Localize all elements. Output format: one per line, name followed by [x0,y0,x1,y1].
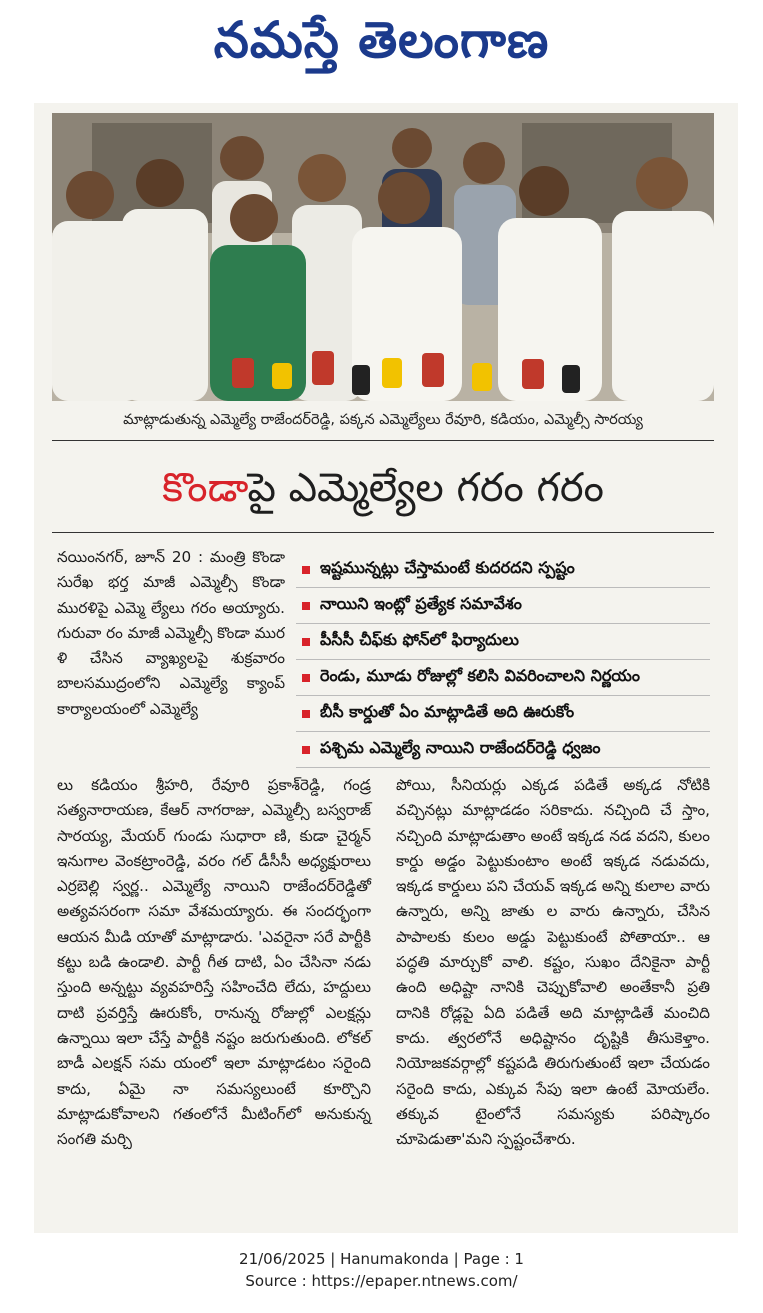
highlight-bullets [296,552,710,768]
bullet-item [296,588,710,624]
photo-caption: మాట్లాడుతున్న ఎమ్మెల్యే రాజేందర్‌రెడ్డి, పక్కన ఎమ్మెల్యేలు రేవూరి, కడియం, ఎమ్మెల్సీ సారయ్య [123,412,643,428]
bullet-square-icon [302,602,310,610]
bullet-square-icon [302,710,310,718]
headline-rest: పై ఎమ్మెల్యేల గరం గరం [247,465,604,511]
footer-dateline: 21/06/2025 | Hanumakonda | Page : 1 [239,1250,524,1268]
article-left-text: లు కడియం శ్రీహరి, రేవూరి ప్రకాశ్‌రెడ్డి, గండ్ర సత్యనారాయణ, కేఆర్ నాగరాజు, ఎమ్మెల్సీ బస్వరాజ్ సారయ్య, మేయర్ గుండు సుధారా ణి, కుడా చైర్మన్ ఇనుగాల వెంకట్రాంరెడ్డి, వరం గల్ డీసీసీ అధ్యక్షురాలు ఎర్రబెల్లి స్వర్ణ.. ఎమ్మెల్యే నాయిని రాజేందర్‌రెడ్డితో అత్యవసరంగా సమా వేశమయ్యారు. ఈ సందర్భంగా ఆయన మీడి యాతో మాట్లాడారు. 'ఎవరైనా సరే పార్టీకి కట్టు బడి ఉండాలి. పార్టీ గీత దాటి, ఏం చేసినా నడు స్తుంది అన్నట్టు వ్యవహరిస్తే సహించేది లేదు, హద్దులు దాటి ప్రవర్తిస్తే ఊరుకోం, రానున్న రోజుల్లో ఎలక్షన్లు ఉన్నాయి ఇలా చేస్తే పార్టీకి నష్టం జరుగుతుంది. లోకల్ బాడీ ఎలక్షన్ సమ యంలో ఇలా మాట్లాడటం సరైంది కాదు, ఏమై నా సమస్యలుంటే కూర్చొని మాట్లాడుకోవాలని గతంలోనే మీటింగ్‌లో అనుకున్న సంగతి మర్చి [57,776,371,1149]
photo-illustration [52,113,714,401]
newspaper-masthead: నమస్తే తెలంగాణ [213,11,550,69]
bullet-square-icon [302,674,310,682]
bullet-square-icon [302,746,310,754]
bullet-item [296,624,710,660]
headline [52,448,714,528]
bullet-item [296,552,710,588]
bullet-square-icon [302,638,310,646]
bullet-text: పీసీసీ చీఫ్‌కు ఫోన్‌లో ఫిర్యాదులు [320,630,519,649]
article-column-right [396,773,710,1152]
bullet-text: బీసీ కార్డుతో ఏం మాట్లాడితే అది ఊరుకోం [320,702,575,721]
bullet-text: పశ్చిమ ఎమ్మెల్యే నాయిని రాజేందర్‌రెడ్డి ధ్వజం [320,738,601,757]
headline-highlight: కొండా [162,465,248,511]
bullet-item [296,732,710,768]
article-right-text: పోయి, సీనియర్లు ఎక్కడ పడితే అక్కడ నోటికి వచ్చినట్లు మాట్లాడడం సరికాదు. నచ్చింది చే స్తాం, నచ్చింది మాట్లాడుతాం అంటే ఇక్కడ నడ వదని, కులం కార్డు అడ్డం పెట్టుకుంటాం అంటే ఇక్కడ నడువదు, ఇక్కడ కార్డులు పని చేయవ్ ఇక్కడ అన్ని కులాల వారు ఉన్నారు, అన్ని జాతు ల వారు ఉన్నారు, చేసిన పాపాలకు కులం అడ్డు పెట్టుకుంటే పోతాయా.. ఆ పద్ధతి మార్చుకో వాలి. కష్టం, సుఖం దేనికైనా పార్టీ ఉంది అధిష్టా నానికి చెప్పుకోవాలి అంతేకానీ ప్రతి దానికి రోడ్లపై ఏది పడితే అది మాట్లాడితే మంచిది కాదు. త్వరలోనే అధిష్టానం దృష్టికి తీసుకెళ్తాం. నియోజకవర్గాల్లో కష్టపడి తిరుగుతుంటే ఇలా చేయడం సరైంది కాదు, ఎక్కువ సేపు ఇలా ఉంటే మోయలేం. తక్కువ టైంలోనే సమస్యకు పరిష్కారం చూపెడుతా'మని స్పష్టంచేశారు. [396,776,710,1149]
article-intro [57,545,285,722]
bullet-text: నాయిని ఇంట్లో ప్రత్యేక సమావేశం [320,594,522,613]
divider-bottom [52,532,714,533]
article-intro-text: నయింనగర్, జూన్ 20 : మంత్రి కొండా సురేఖ భర్త మాజీ ఎమ్మెల్సీ కొండా మురళిపై ఎమ్మె ల్యేలు గరం అయ్యారు. గురువా రం మాజీ ఎమ్మెల్సీ కొండా ముర ళి చేసిన వ్యాఖ్యలపై శుక్రవారం బాలసముద్రంలోని ఎమ్మెల్యే క్యాంప్ కార్యాలయంలో ఎమ్మెల్యే [57,548,285,718]
footer-source: Source : https://epaper.ntnews.com/ [245,1272,518,1290]
bullet-item [296,696,710,732]
article-column-left [57,773,371,1152]
bullet-item [296,660,710,696]
bullet-text: ఇష్టమున్నట్లు చేస్తామంటే కుదరదని స్పష్టం [320,558,575,577]
news-photo [52,113,714,401]
divider-top [52,440,714,441]
bullet-text: రెండు, మూడు రోజుల్లో కలిసి వివరించాలని నిర్ణయం [320,666,640,685]
bullet-square-icon [302,566,310,574]
